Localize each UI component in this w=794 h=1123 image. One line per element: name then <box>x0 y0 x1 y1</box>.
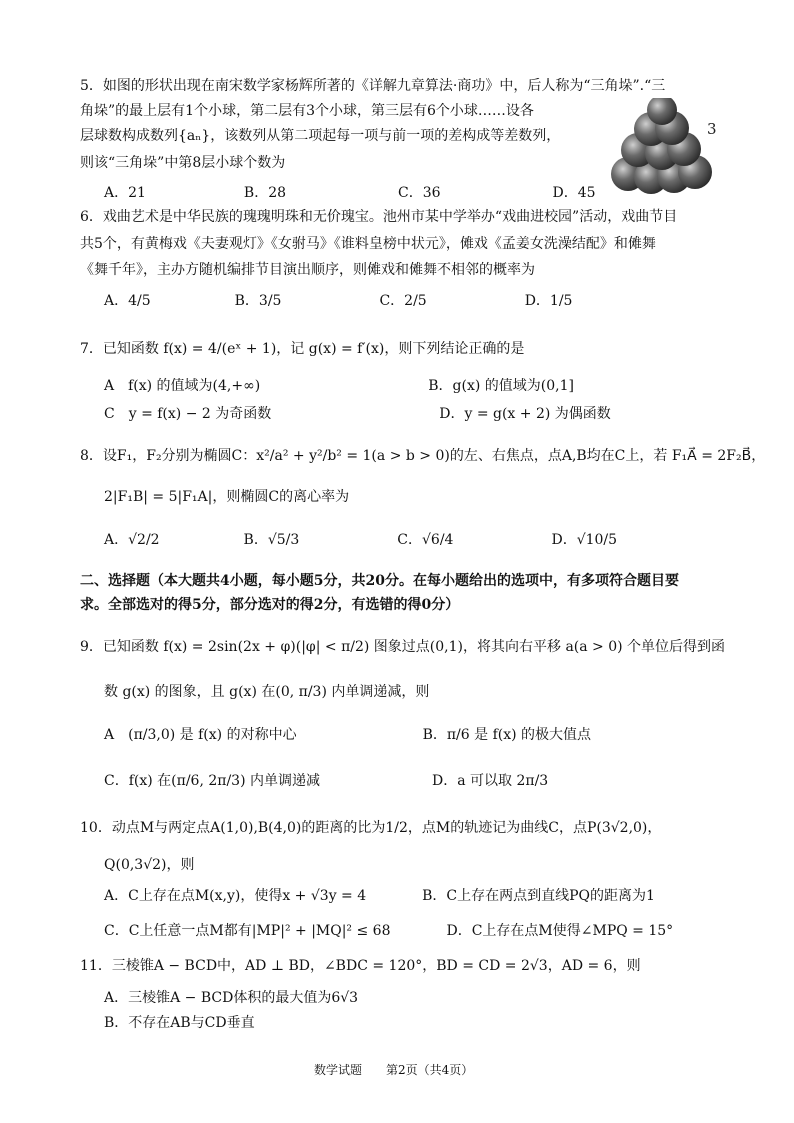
section-2-line-1: 二、选择题（本大题共4小题，每小题5分，共20分。在每小题给出的选项中，有多项符合题目要 <box>80 573 679 589</box>
q10-line-2: Q(0,3√2)，则 <box>104 857 195 873</box>
q10-options-ab: A．C上存在点M(x,y)，使得x + √3y = 4 B．C上存在两点到直线PQ的距离为1 <box>104 888 655 904</box>
q6-line-3: 《舞千年》，主办方随机编排节目演出顺序，则傩戏和傩舞不相邻的概率为 <box>80 262 535 278</box>
q10-line-1: 10．动点M与两定点A(1,0),B(4,0)的距离的比为1/2，点M的轨迹记为曲线C，点P(3√2,0)， <box>80 820 662 836</box>
section-2-line-2: 求。全部选对的得5分，部分选对的得2分，有选错的得0分） <box>80 597 460 613</box>
figure-label: 3 <box>707 120 717 138</box>
q8-line-2: 2|F₁B| = 5|F₁A|，则椭圆C的离心率为 <box>104 489 350 505</box>
q8-options: A．√2/2 B．√5/3 C．√6/4 D．√10/5 <box>104 532 618 548</box>
q7-options-cd: C y = f(x) − 2 为奇函数 D．y = g(x + 2) 为偶函数 <box>104 406 611 422</box>
q9-line-2: 数 g(x) 的图象，且 g(x) 在(0, π/3) 内单调递减，则 <box>104 684 430 700</box>
q6-options: A．4/5 B．3/5 C．2/5 D．1/5 <box>104 293 573 309</box>
q8-line-1: 8．设F₁，F₂分别为椭圆C：x²/a² + y²/b² = 1(a > b > 0)的左、右焦点，点A,B均在C上，若 F₁A⃗ = 2F₂B⃗， <box>80 448 766 464</box>
q6-line-1: 6．戏曲艺术是中华民族的瑰瑰明珠和无价瑰宝。池州市某中学举办“戏曲进校园”活动，戏曲节目 <box>80 209 678 225</box>
q5-line-4: 则该“三角垛”中第8层小球个数为 <box>80 155 286 171</box>
q5-options: A．21 B．28 C．36 D．45 <box>104 185 596 201</box>
q11-option-a: A．三棱锥A − BCD体积的最大值为6√3 <box>104 990 359 1006</box>
q5-line-3: 层球数构成数列{aₙ}，该数列从第二项起每一项与前一项的差构成等差数列， <box>80 128 561 144</box>
q6-line-2: 共5个，有黄梅戏《夫妻观灯》《女驸马》《谁料皇榜中状元》，傩戏《孟姜女洗澡结配》和傩舞 <box>80 236 656 252</box>
q7-options-ab: A f(x) 的值域为(4,+∞) B．g(x) 的值域为(0,1] <box>104 378 574 394</box>
page-footer: 数学试题 第2页（共4页） <box>314 1063 474 1077</box>
q11-line-1: 11．三棱锥A − BCD中，AD ⊥ BD，∠BDC = 120°，BD = CD = 2√3，AD = 6，则 <box>80 958 641 974</box>
q7-line-1: 7．已知函数 f(x) = 4/(eˣ + 1)，记 g(x) = f′(x)，则下列结论正确的是 <box>80 341 525 357</box>
q9-options-cd: C．f(x) 在(π/6, 2π/3) 内单调递减 D．a 可以取 2π/3 <box>104 773 549 789</box>
q10-options-cd: C．C上任意一点M都有|MP|² + |MQ|² ≤ 68 D．C上存在点M使得∠MPQ = 15° <box>104 923 674 939</box>
q9-line-1: 9．已知函数 f(x) = 2sin(2x + φ)(|φ| < π/2) 图象过点(0,1)，将其向右平移 a(a > 0) 个单位后得到函 <box>80 639 726 655</box>
q5-line-1: 5．如图的形状出现在南宋数学家杨辉所著的《详解九章算法·商功》中，后人称为“三角垛”.“三 <box>80 78 666 94</box>
q11-option-b: B．不存在AB与CD垂直 <box>104 1015 255 1031</box>
triangular-stack-figure <box>608 98 720 198</box>
q9-options-ab: A (π/3,0) 是 f(x) 的对称中心 B．π/6 是 f(x) 的极大值点 <box>104 727 592 743</box>
q5-line-2: 角垛”的最上层有1个小球，第二层有3个小球，第三层有6个小球……设各 <box>80 103 534 119</box>
